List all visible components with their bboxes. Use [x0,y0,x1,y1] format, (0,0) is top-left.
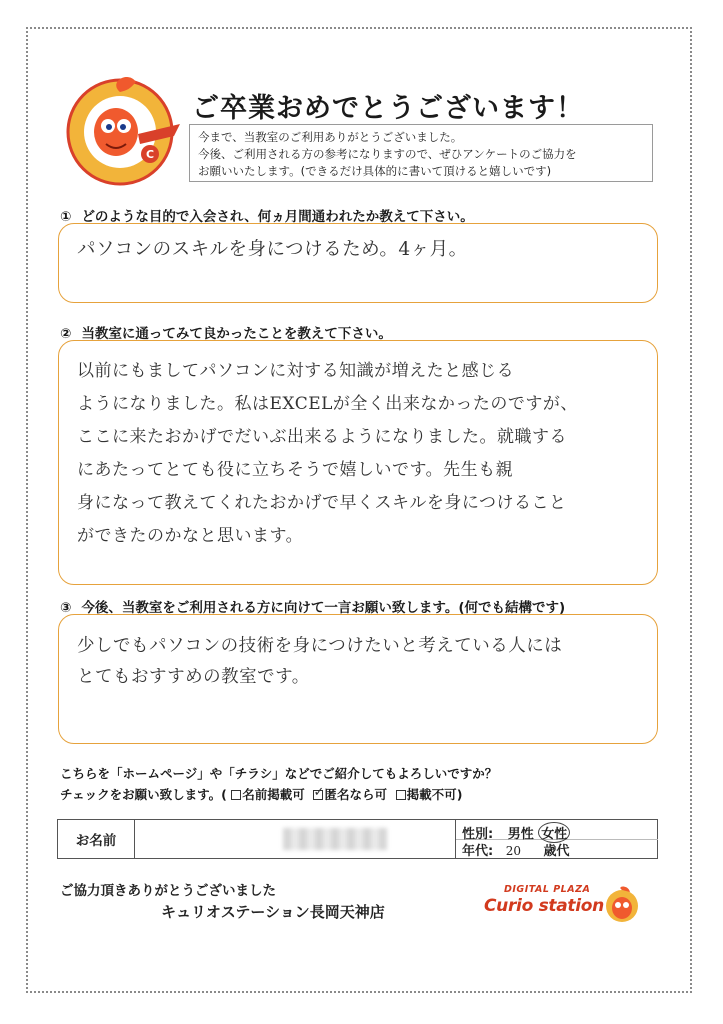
share-question: こちらを「ホームページ」や「チラシ」などでご紹介してもよろしいですか？ [60,766,498,781]
checkbox-not-allowed[interactable] [396,790,406,800]
svg-text:C: C [146,148,155,161]
gender-male: 男性 [507,827,534,842]
name-label: お名前 [58,820,135,858]
question-number: ③ [60,600,72,616]
answer-line: にあたってとても役に立ちそうで嬉しいです。先生も親 [77,460,514,480]
brand-name: Curio station [484,896,604,916]
curio-mascot-logo [58,62,188,192]
answer-line: とてもおすすめの教室です。 [77,667,310,687]
answer-line: 身になって教えてくれたおかげで早くスキルを身につけること [77,493,567,513]
answer-text [77,234,639,265]
intro-line: お願いいたします。(できるだけ具体的に書いて頂けると嬉しいです) [198,164,552,178]
option-label: 掲載不可 [406,787,457,802]
answer-box-1 [58,223,658,303]
intro-line: 今後、ご利用される方の参考になりますので、ぜひアンケートのご協力を [198,147,577,161]
question-number: ① [60,209,72,225]
gender-female-circled: 女性 [538,822,570,843]
option-label: 名前掲載可 [242,787,305,802]
answer-line: 以前にもましてパソコンに対する知識が増えたと感じる [77,361,515,381]
intro-box [189,124,653,182]
question-number: ② [60,326,72,342]
answer-box-2 [58,340,658,585]
answer-line: ができたのかなと思います。 [77,526,304,546]
store-name: キュリオステーション長岡天神店 [161,903,385,921]
checkbox-name-ok[interactable] [231,790,241,800]
question-2 [60,322,392,342]
answer-text [77,355,639,553]
question-3 [60,596,565,616]
profile-meta [455,820,658,858]
intro-line: 今まで、当教室のご利用ありがとうございました。 [198,130,463,144]
blurred-name [283,828,387,850]
question-1 [60,205,474,225]
thanks-text: ご協力頂きありがとうございました [60,883,276,899]
option-label: 匿名なら可 [324,787,387,802]
answer-box-3 [58,614,658,744]
name-field [135,820,455,858]
page-title: ご卒業おめでとうございます！ [192,93,584,124]
brand-top: DIGITAL PLAZA [504,884,591,895]
share-suffix: ) [456,787,463,802]
share-prefix: チェックをお願い致します。( [60,787,227,802]
profile-table [57,819,658,859]
share-options [60,785,462,803]
answer-text [77,631,639,693]
question-text: どのような目的で入会され、何ヵ月間通われたか教えて下さい。 [81,209,474,225]
brand-logo [484,884,644,928]
age-unit: 歳代 [543,844,570,859]
age-value: 20 [505,844,522,858]
question-text: 今後、当教室をご利用される方に向けて一言お願い致します。(何でも結構です) [81,600,566,616]
question-text: 当教室に通ってみて良かったことを教えて下さい。 [81,326,392,342]
gender-label: 性別: [462,827,494,842]
age-row [462,840,570,859]
checkbox-anonymous-ok[interactable] [313,790,323,800]
answer-line: 少しでもパソコンの技術を身につけたいと考えている人には [77,636,563,656]
mascot-icon [604,886,640,924]
answer-line: ここに来たおかげでだいぶ出来るようになりました。就職する [77,427,567,447]
answer-line: ようになりました。私はEXCELが全く出来なかったのですが、 [77,394,578,414]
age-label: 年代: [462,844,494,859]
answer-line: パソコンのスキルを身につけるため。4ヶ月。 [77,239,468,260]
